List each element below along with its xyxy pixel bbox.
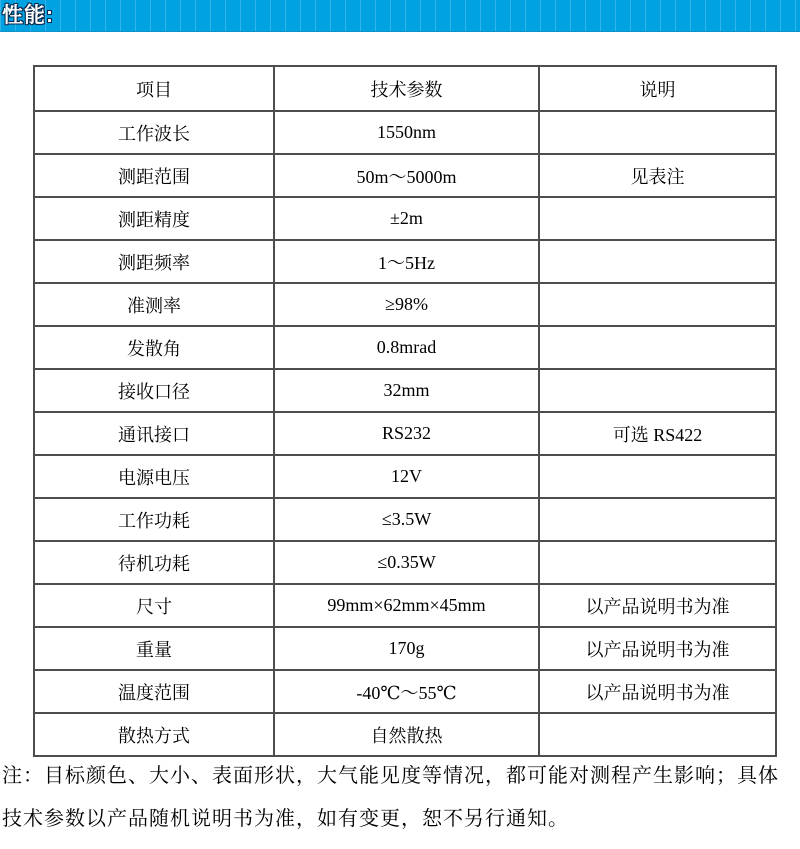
remark-cell [539,369,776,412]
item-cell: 工作功耗 [34,498,274,541]
remark-cell: 以产品说明书为准 [539,670,776,713]
item-cell: 待机功耗 [34,541,274,584]
remark-cell [539,455,776,498]
item-cell: 接收口径 [34,369,274,412]
remark-cell [539,240,776,283]
parameter-cell: 32mm [274,369,539,412]
parameter-cell: ≤0.35W [274,541,539,584]
parameter-cell: ±2m [274,197,539,240]
section-title: 性能: [2,4,54,27]
header-item: 项目 [34,66,274,111]
footnote [2,755,798,841]
parameter-cell: -40℃～55℃ [274,670,539,713]
remark-cell: 可选 RS422 [539,412,776,455]
table-row [34,670,776,713]
table-row [34,369,776,412]
remark-cell [539,283,776,326]
item-cell: 通讯接口 [34,412,274,455]
item-cell: 电源电压 [34,455,274,498]
spec-table [33,65,777,757]
item-cell: 测距频率 [34,240,274,283]
table-row [34,498,776,541]
item-cell: 测距范围 [34,154,274,197]
remark-cell: 见表注 [539,154,776,197]
table-row [34,713,776,756]
table-row [34,154,776,197]
parameter-cell: ≤3.5W [274,498,539,541]
parameter-cell: 99mm×62mm×45mm [274,584,539,627]
item-cell: 散热方式 [34,713,274,756]
table-header-row [34,66,776,111]
parameter-cell: ≥98% [274,283,539,326]
table-row [34,326,776,369]
remark-cell [539,111,776,154]
table-row [34,197,776,240]
item-cell: 准测率 [34,283,274,326]
remark-cell [539,498,776,541]
table-row [34,584,776,627]
table-row [34,455,776,498]
remark-cell: 以产品说明书为准 [539,584,776,627]
table-row [34,283,776,326]
table-row [34,240,776,283]
footnote-line-1: 注：目标颜色、大小、表面形状，大气能见度等情况，都可能对测程产生影响；具体 [2,765,779,787]
item-cell: 重量 [34,627,274,670]
table-row [34,111,776,154]
remark-cell [539,326,776,369]
remark-cell [539,541,776,584]
parameter-cell: 1～5Hz [274,240,539,283]
item-cell: 发散角 [34,326,274,369]
table-row [34,412,776,455]
header-remark: 说明 [539,66,776,111]
parameter-cell: 50m～5000m [274,154,539,197]
remark-cell [539,713,776,756]
performance-section-banner [0,0,800,32]
table-row [34,541,776,584]
item-cell: 测距精度 [34,197,274,240]
spec-table-body [34,111,776,756]
parameter-cell: 170g [274,627,539,670]
remark-cell [539,197,776,240]
item-cell: 工作波长 [34,111,274,154]
item-cell: 温度范围 [34,670,274,713]
parameter-cell: RS232 [274,412,539,455]
parameter-cell: 1550nm [274,111,539,154]
parameter-cell: 12V [274,455,539,498]
footnote-line-2: 技术参数以产品随机说明书为准，如有变更，恕不另行通知。 [2,808,569,830]
remark-cell: 以产品说明书为准 [539,627,776,670]
parameter-cell: 0.8mrad [274,326,539,369]
header-parameter: 技术参数 [274,66,539,111]
parameter-cell: 自然散热 [274,713,539,756]
item-cell: 尺寸 [34,584,274,627]
table-row [34,627,776,670]
